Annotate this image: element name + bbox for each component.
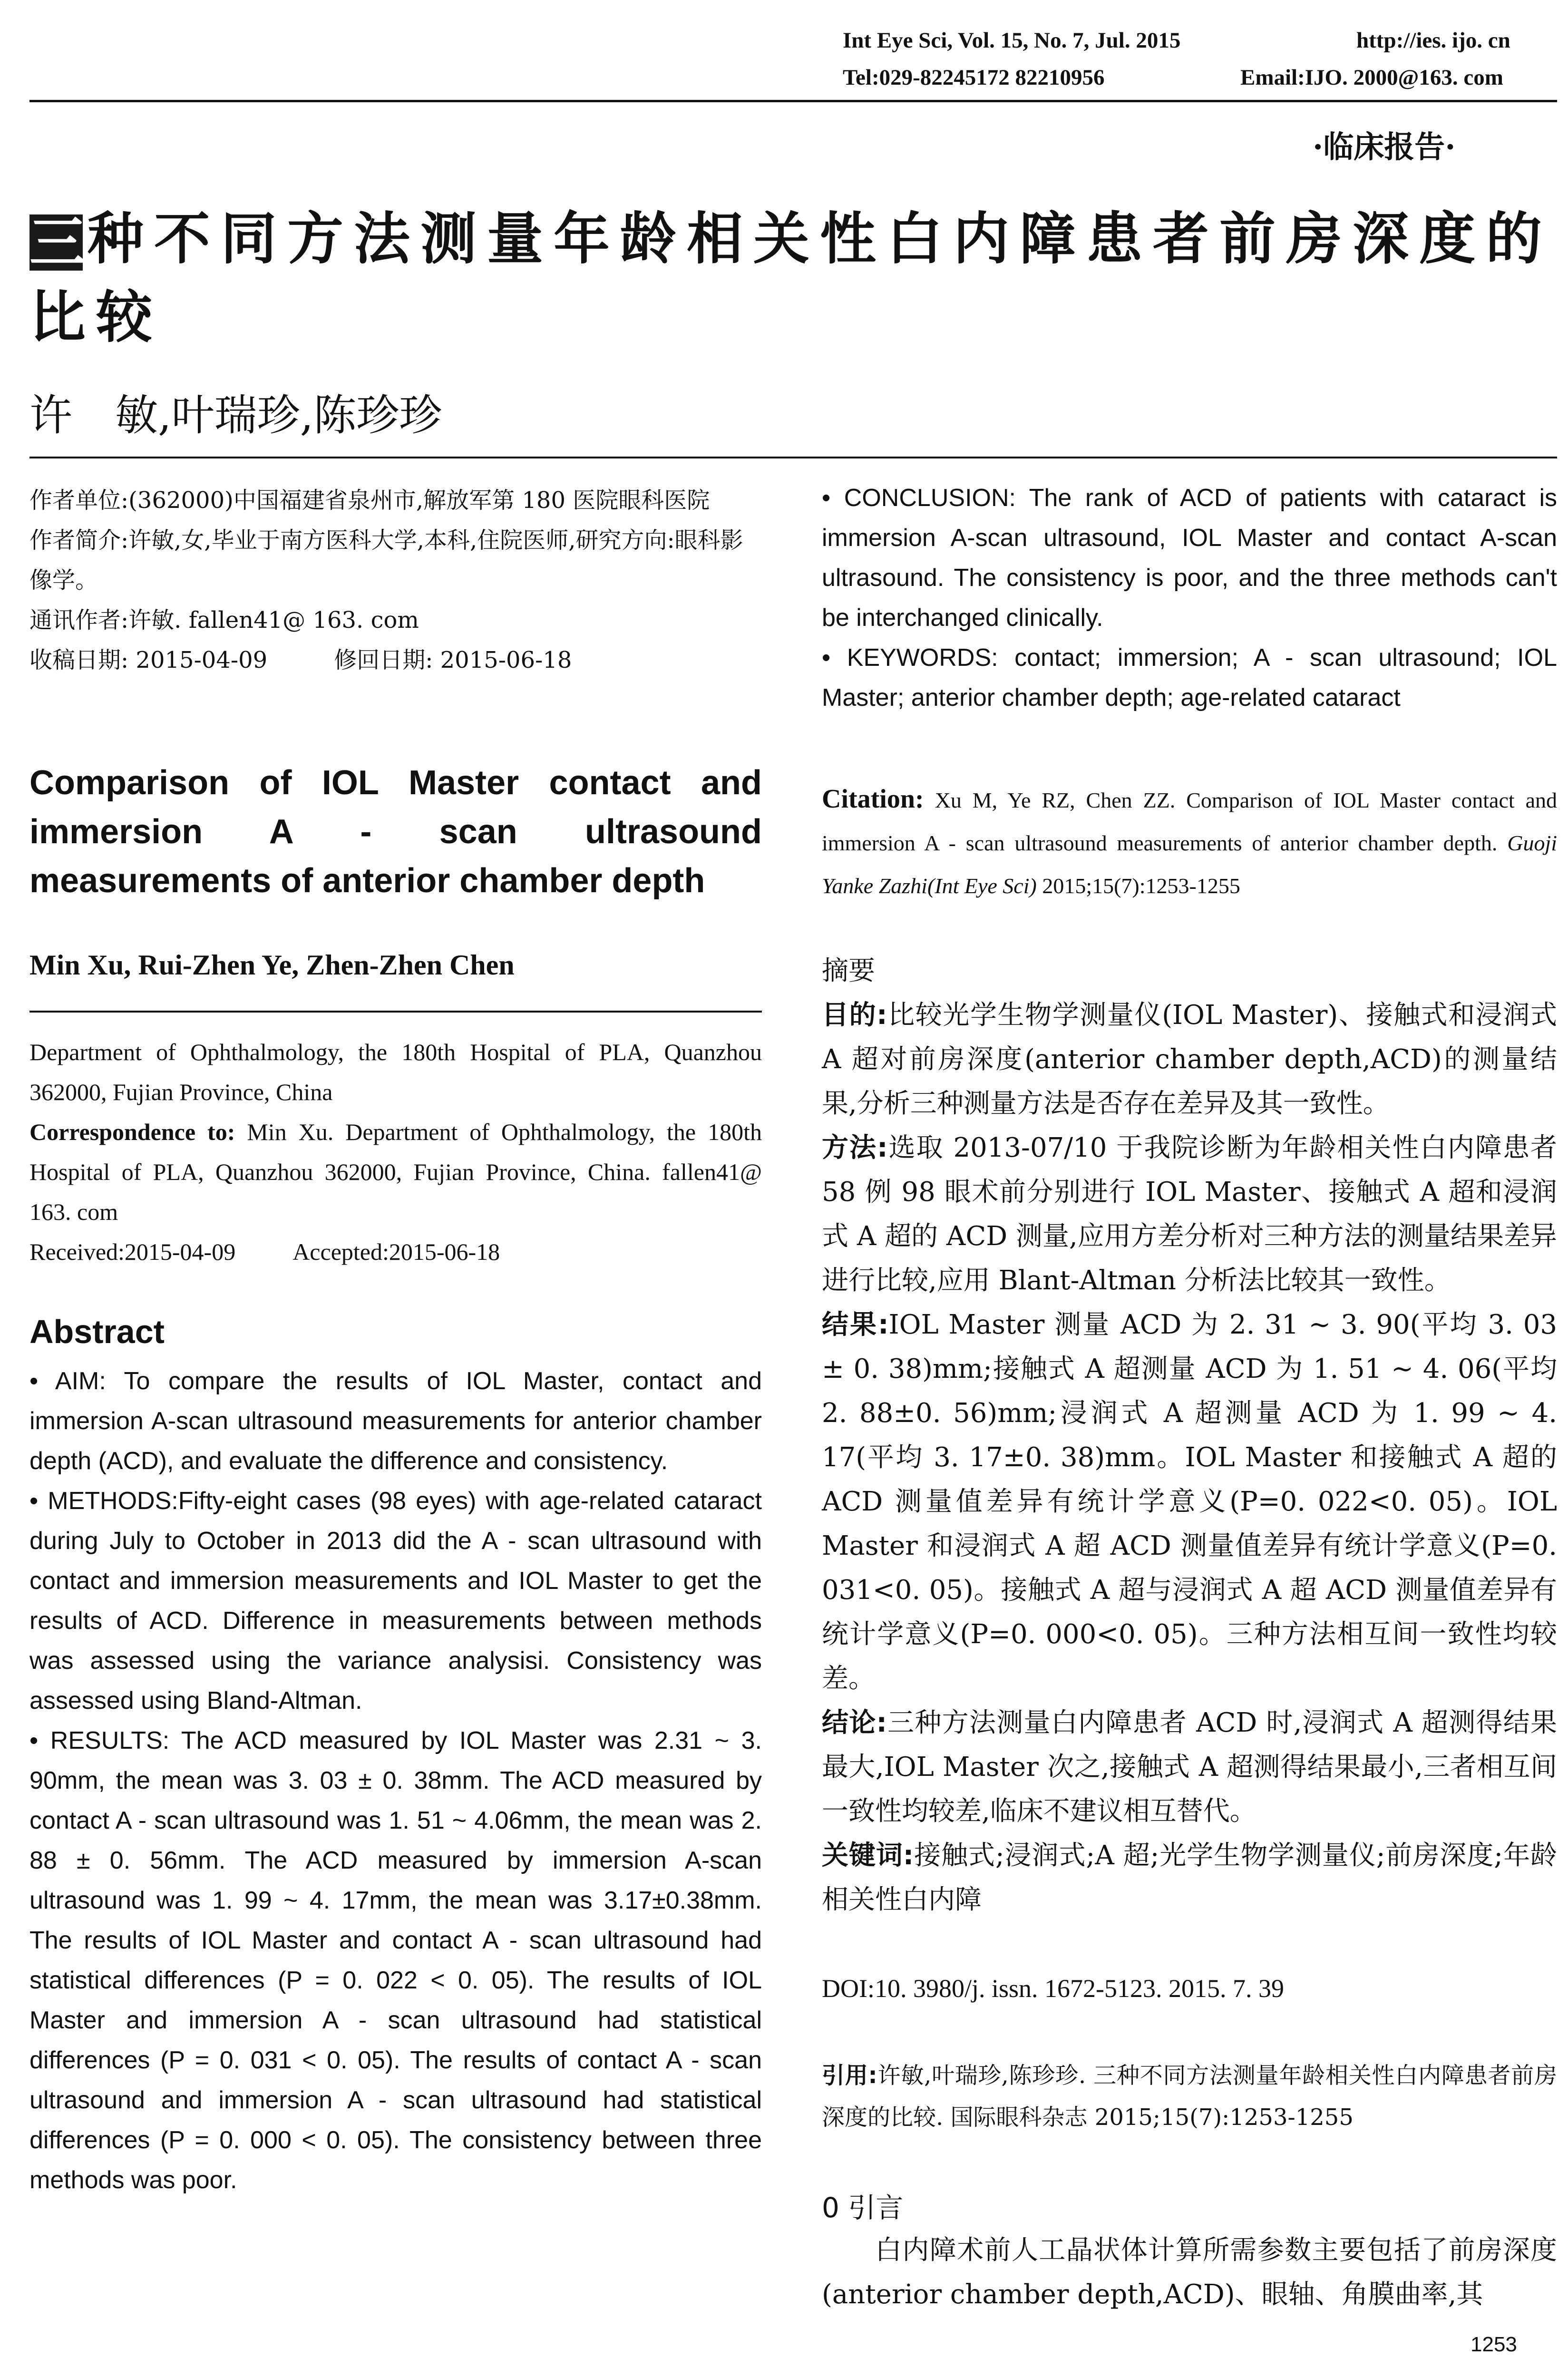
correspondence-text: Min Xu. Department of Ophthalmology, the 180th Hospital of PLA, Quanzhou 362000, Fujian Province, China. fallen41@ 163. com	[29, 1119, 762, 1225]
intro-heading: 0 引言	[822, 2192, 904, 2224]
abstract-results: • RESULTS: The ACD measured by IOL Master was 2.31 ~ 3. 90mm, the mean was 3. 03 ± 0. 38mm. The ACD measured by contact A - scan ultrasound was 1. 51 ~ 4.06mm, the mean was 2. 88 ± 0. 56mm. The ACD measured by immersion A-scan ultrasound was 1. 99 ~ 4. 17mm, the mean was 3.17±0.38mm. The results of IOL Master and contact A - scan ultrasound had statistical differences (P = 0. 022 < 0. 05). The results of IOL Master and immersion A - scan ultrasound had statistical differences (P = 0. 031 < 0. 05). The results of contact A - scan ultrasound and immersion A - scan ultrasound had statistical differences (P = 0. 000 < 0. 05). The consistency between three methods was poor.	[29, 1727, 762, 2194]
conclusion-text-cn: 三种方法测量白内障患者 ACD 时,浸润式 A 超测得结果最大,IOL Master 次之,接触式 A 超测得结果最小,三者相互间一致性均较差,临床不建议相互替代。	[822, 1707, 1557, 1827]
journal-url[interactable]: http://ies. ijo. cn	[1356, 28, 1510, 53]
methods-text-cn: 选取 2013-07/10 于我院诊断为年龄相关性白内障患者 58 例 98 眼术前分别进行 IOL Master、接触式 A 超和浸润式 A 超的 ACD 测量,应用方差分析对三种方法的测量结果差异进行比较,应用 Blant-Altman 分析法比较其一致性。	[822, 1132, 1558, 1296]
citation-tail: 2015;15(7):1253-1255	[1042, 874, 1240, 898]
abstract-conclusion: • CONCLUSION: The rank of ACD of patients with cataract is immersion A-scan ultrasound, IOL Master and contact A-scan ultrasound. The consistency is poor, and the three methods can't be interchanged clinically.	[822, 484, 1557, 632]
abstract-heading: Abstract	[29, 1313, 165, 1350]
abstract-aim: • AIM: To compare the results of IOL Master, contact and immersion A-scan ultrasound measurements for anterior chamber depth (ACD), and evaluate the difference and consistency.	[29, 1367, 762, 1475]
abstract-cn	[822, 949, 1557, 1922]
citation-cn-text: 许敏,叶瑞珍,陈珍珍. 三种不同方法测量年龄相关性白内障患者前房深度的比较. 国际眼科杂志 2015;15(7):1253-1255	[822, 2062, 1557, 2131]
correspondence-label: Correspondence to:	[29, 1119, 235, 1145]
journal-header-line1	[843, 28, 1510, 53]
citation-label: Citation:	[822, 784, 924, 814]
section-label: ·临床报告·	[1313, 129, 1456, 165]
page-number: 1253	[1471, 2333, 1517, 2356]
revised-date-cn: 修回日期: 2015-06-18	[334, 647, 572, 673]
authors-en: Min Xu, Rui-Zhen Ye, Zhen-Zhen Chen	[29, 949, 515, 981]
results-label-cn: 结果:	[822, 1309, 889, 1340]
header-divider	[29, 100, 1557, 102]
aim-label-cn: 目的:	[822, 1000, 887, 1031]
authors-divider	[29, 1011, 762, 1013]
department-en	[29, 1032, 762, 1272]
results-text-cn: IOL Master 测量 ACD 为 2. 31 ~ 3. 90(平均 3. 03 ± 0. 38)mm;接触式 A 超测量 ACD 为 1. 51 ~ 4. 06(平均 2. 88±0. 56)mm;浸润式 A 超测量 ACD 为 1. 99 ~ 4. 17(平均 3. 17±0. 38)mm。IOL Master 和接触式 A 超的 ACD 测量值差异有统计学意义(P=0. 022<0. 05)。IOL Master 和浸润式 A 超 ACD 测量值差异有统计学意义(P=0. 031<0. 05)。接触式 A 超与浸润式 A 超 ACD 测量值差异有统计学意义(P=0. 000<0. 05)。三种方法相互间一致性均较差。	[822, 1309, 1557, 1694]
journal-tel: Tel:029-82245172 82210956	[843, 65, 1105, 90]
abstract-en	[29, 1361, 762, 2200]
keywords-text-cn: 接触式;浸润式;A 超;光学生物学测量仪;前房深度;年龄相关性白内障	[822, 1840, 1558, 1915]
citation-cn	[822, 2055, 1557, 2138]
citation-text: Xu M, Ye RZ, Chen ZZ. Comparison of IOL Master contact and immersion A - scan ultrasound measurements of anterior chamber depth.	[822, 788, 1557, 855]
methods-label-cn: 方法:	[822, 1132, 888, 1163]
keywords-label-cn: 关键词:	[822, 1840, 914, 1871]
title-drop-cap: 三	[29, 210, 86, 275]
received-date-en: Received:2015-04-09	[29, 1238, 236, 1265]
affiliation-cn	[29, 480, 762, 680]
abstract-methods: • METHODS:Fifty-eight cases (98 eyes) with age-related cataract during July to October in 2013 did the A - scan ultrasound with contact and immersion measurements and IOL Master to get the results of ACD. Difference in measurements between methods was assessed using the variance analysisi. Consistency was assessed using Bland-Altman.	[29, 1487, 762, 1715]
citation-cn-label: 引用:	[822, 2062, 877, 2089]
received-date-cn: 收稿日期: 2015-04-09	[29, 647, 268, 673]
journal-header-line2	[843, 65, 1503, 90]
department-text: Department of Ophthalmology, the 180th Hospital of PLA, Quanzhou 362000, Fujian Province, China	[29, 1039, 762, 1105]
author-bio: 作者简介:许敏,女,毕业于南方医科大学,本科,住院医师,研究方向:眼科影像学。	[29, 527, 743, 594]
corresponding-author: 通讯作者:许敏. fallen41@ 163. com	[29, 607, 419, 633]
doi[interactable]: DOI:10. 3980/j. issn. 1672-5123. 2015. 7. 39	[822, 1974, 1284, 2003]
intro-paragraph: 白内障术前人工晶状体计算所需参数主要包括了前房深度(anterior chamber depth,ACD)、眼轴、角膜曲率,其	[822, 2235, 1557, 2310]
abstract-en-continued	[822, 478, 1557, 718]
journal-email[interactable]: Email:IJO. 2000@163. com	[1240, 65, 1503, 90]
article-title-en: Comparison of IOL Master contact and immersion A - scan ultrasound measurements of anterior chamber depth	[29, 764, 762, 900]
accepted-date-en: Accepted:2015-06-18	[292, 1238, 500, 1265]
author-unit: 作者单位:(362000)中国福建省泉州市,解放军第 180 医院眼科医院	[29, 487, 710, 514]
abstract-keywords: • KEYWORDS: contact; immersion; A - scan ultrasound; IOL Master; anterior chamber depth; age-related cataract	[822, 644, 1557, 711]
citation-journal: Guoji Yanke Zazhi(Int Eye Sci)	[822, 831, 1557, 898]
citation-en	[822, 778, 1557, 907]
abstract-cn-heading: 摘要	[822, 955, 875, 986]
title-divider	[29, 457, 1557, 458]
title-text: 种不同方法测量年龄相关性白内障患者前房深度的比较	[29, 206, 1553, 350]
authors-cn: 许 敏,叶瑞珍,陈珍珍	[29, 390, 442, 440]
journal-citation: Int Eye Sci, Vol. 15, No. 7, Jul. 2015	[843, 28, 1181, 53]
article-title-cn	[29, 200, 1557, 357]
aim-text-cn: 比较光学生物学测量仪(IOL Master)、接触式和浸润式 A 超对前房深度(anterior chamber depth,ACD)的测量结果,分析三种测量方法是否存在差异及其一致性。	[822, 1000, 1557, 1119]
intro-text	[822, 2228, 1557, 2317]
conclusion-label-cn: 结论:	[822, 1707, 887, 1738]
